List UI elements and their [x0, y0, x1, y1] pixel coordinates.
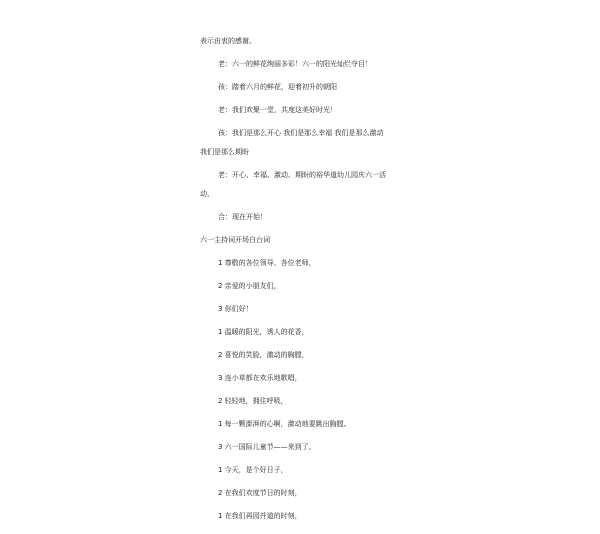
document-line: 1 在我们再园并道的时刻，: [218, 512, 302, 520]
document-line: 1 每一颗澎湃的心啊，激动地要跳出胸膛。: [218, 420, 351, 428]
document-line: 1 温暖的阳光，诱人的花香，: [218, 328, 309, 336]
document-line: 表示由衷的感谢。: [200, 37, 256, 45]
document-line: 3 你们好！: [218, 305, 253, 313]
document-line: 2 在我们欢度节日的时刻，: [218, 489, 302, 497]
document-line: 动，: [200, 190, 214, 198]
document-line: 2 亲爱的小朋友们，: [218, 282, 281, 290]
document-text-column: [200, 36, 440, 534]
document-line: 1 今天，是个好日子，: [218, 466, 288, 474]
document-line: 2 喜悦的笑脸，激动的胸膛，: [218, 351, 309, 359]
document-line: 孩：踏着六月的鲜花，迎着初升的朝阳: [218, 83, 337, 91]
document-line: 孩：我们是那么开心 我们是那么幸福 我们是那么激动: [218, 129, 384, 137]
document-line: 我们是那么期盼: [200, 148, 249, 156]
section-heading: 六一主持词开场白台词: [200, 236, 270, 244]
document-line: 老：我们欢聚一堂，共度这美好时光！: [218, 106, 337, 114]
document-line: 2 轻轻地，拥住呼吸，: [218, 397, 288, 405]
document-line: 1 尊敬的各位领导、各位老师，: [218, 259, 316, 267]
document-line: 合：现在开始！: [218, 213, 267, 221]
document-line: 3 六一国际儿童节——来到了。: [218, 443, 316, 451]
document-line: 老：六一的鲜花绚丽多彩！六一的阳光灿烂夺目！: [218, 60, 372, 68]
document-line: 3 连小草都在欢乐地歌唱，: [218, 374, 302, 382]
document-line: 老：开心、幸福、激动、期盼的裕华道幼儿园庆六一活: [218, 171, 386, 179]
